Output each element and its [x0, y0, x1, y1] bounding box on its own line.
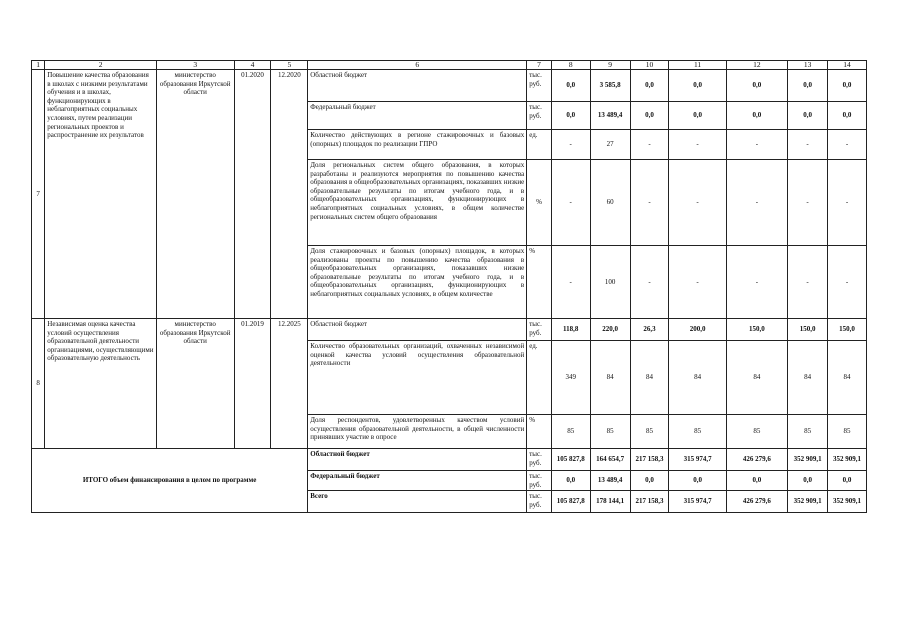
column-number: 13 — [788, 61, 828, 70]
value-cell: 84 — [828, 341, 867, 415]
value-cell: - — [669, 246, 726, 319]
column-number: 7 — [527, 61, 552, 70]
end-date: 12.2020 — [271, 70, 308, 319]
value-cell: - — [669, 130, 726, 160]
line-label: Областной бюджет — [308, 70, 527, 102]
value-cell: 0,0 — [726, 102, 787, 130]
unit: ед. — [527, 341, 552, 415]
value-cell: 0,0 — [726, 471, 787, 491]
value-cell: 85 — [828, 415, 867, 449]
unit: тыс. руб. — [527, 471, 552, 491]
value-cell: - — [551, 246, 590, 319]
value-cell: 105 827,8 — [551, 449, 590, 471]
table-row — [32, 319, 867, 341]
unit: ед. — [527, 130, 552, 160]
column-number: 10 — [630, 61, 669, 70]
row-number: 7 — [32, 70, 45, 319]
line-label: Областной бюджет — [308, 449, 527, 471]
value-cell: 85 — [551, 415, 590, 449]
value-cell: 352 909,1 — [788, 491, 828, 513]
indicator-label: Количество образовательных организаций, охваченных независимой оценкой качества условий осуществления образовательной деятельности — [308, 341, 527, 415]
value-cell: 84 — [630, 341, 669, 415]
indicator-label: Доля стажировочных и базовых (опорных) площадок, в которых реализованы проекты по повышению качества образования в общеобразовательных организациях, показавших низкие образовательные результаты по итогам учебного года, и в общеобразовательных организациях, функционирующих в неблагоприятных социальных условиях, в общем количестве — [308, 246, 527, 319]
value-cell: - — [726, 130, 787, 160]
value-cell: - — [788, 130, 828, 160]
unit: тыс. руб. — [527, 102, 552, 130]
value-cell: 85 — [669, 415, 726, 449]
value-cell: 0,0 — [669, 471, 726, 491]
value-cell: - — [669, 160, 726, 246]
measure-name: Независимая оценка качества условий осуществления образовательной деятельности организациями, осуществляющими образовательную деятельность — [45, 319, 157, 449]
value-cell: 0,0 — [726, 70, 787, 102]
end-date: 12.2025 — [271, 319, 308, 449]
value-cell: 0,0 — [551, 471, 590, 491]
program-table — [31, 60, 867, 513]
indicator-label: Доля респондентов, удовлетворенных качеством условий осуществления образовательной деятельности, в общей численности принявших участие в опросе — [308, 415, 527, 449]
value-cell: 85 — [788, 415, 828, 449]
value-cell: 0,0 — [788, 102, 828, 130]
column-number: 8 — [551, 61, 590, 70]
value-cell: 220,0 — [590, 319, 630, 341]
unit: тыс. руб. — [527, 70, 552, 102]
value-cell: 0,0 — [788, 70, 828, 102]
column-number: 11 — [669, 61, 726, 70]
value-cell: 0,0 — [669, 102, 726, 130]
value-cell: 84 — [788, 341, 828, 415]
unit: % — [527, 160, 552, 246]
column-number: 12 — [726, 61, 787, 70]
value-cell: 27 — [590, 130, 630, 160]
column-number: 3 — [156, 61, 234, 70]
value-cell: 352 909,1 — [828, 449, 867, 471]
value-cell: 0,0 — [788, 471, 828, 491]
value-cell: 426 279,6 — [726, 449, 787, 471]
value-cell: - — [726, 246, 787, 319]
line-label: Всего — [308, 491, 527, 513]
column-number: 14 — [828, 61, 867, 70]
value-cell: - — [828, 160, 867, 246]
value-cell: 315 974,7 — [669, 449, 726, 471]
value-cell: 349 — [551, 341, 590, 415]
value-cell: - — [726, 160, 787, 246]
executor: министерство образования Иркутской области — [156, 319, 234, 449]
value-cell: 0,0 — [630, 471, 669, 491]
value-cell: 178 144,1 — [590, 491, 630, 513]
unit: тыс. руб. — [527, 449, 552, 471]
unit: тыс. руб. — [527, 319, 552, 341]
value-cell: 0,0 — [630, 70, 669, 102]
value-cell: 0,0 — [828, 70, 867, 102]
column-number: 6 — [308, 61, 527, 70]
value-cell: 0,0 — [630, 102, 669, 130]
indicator-label: Доля региональных систем общего образования, в которых разработаны и реализуются мероприятия по повышению качества образования в общеобразовательных организациях, показавших низкие образовательные результаты по итогам учебного года, и в общеобразовательных организациях, функционирующих в неблагоприятных социальных условиях, в общем количестве региональных систем общего образования — [308, 160, 527, 246]
value-cell: 0,0 — [669, 70, 726, 102]
value-cell: 426 279,6 — [726, 491, 787, 513]
column-number-row — [32, 61, 867, 70]
table-row — [32, 70, 867, 102]
value-cell: 0,0 — [828, 102, 867, 130]
value-cell: - — [630, 130, 669, 160]
line-label: Федеральный бюджет — [308, 471, 527, 491]
start-date: 01.2019 — [234, 319, 271, 449]
value-cell: 84 — [669, 341, 726, 415]
line-label: Федеральный бюджет — [308, 102, 527, 130]
column-number: 5 — [271, 61, 308, 70]
value-cell: 0,0 — [551, 70, 590, 102]
unit: % — [527, 246, 552, 319]
line-label: Областной бюджет — [308, 319, 527, 341]
value-cell: 352 909,1 — [788, 449, 828, 471]
value-cell: 60 — [590, 160, 630, 246]
value-cell: 352 909,1 — [828, 491, 867, 513]
value-cell: 150,0 — [788, 319, 828, 341]
value-cell: 150,0 — [828, 319, 867, 341]
column-number: 9 — [590, 61, 630, 70]
value-cell: - — [551, 160, 590, 246]
value-cell: - — [551, 130, 590, 160]
total-label: ИТОГО объем финансирования в целом по программе — [32, 449, 308, 513]
value-cell: 84 — [590, 341, 630, 415]
value-cell: 84 — [726, 341, 787, 415]
unit: % — [527, 415, 552, 449]
measure-name: Повышение качества образования в школах с низкими результатами обучения и в школах, функционирующих в неблагоприятных социальных условиях, путем реализации региональных проектов и распространение их результатов — [45, 70, 157, 319]
column-number: 1 — [32, 61, 45, 70]
value-cell: - — [828, 246, 867, 319]
value-cell: 200,0 — [669, 319, 726, 341]
value-cell: - — [630, 160, 669, 246]
value-cell: 26,3 — [630, 319, 669, 341]
value-cell: - — [788, 246, 828, 319]
value-cell: - — [828, 130, 867, 160]
value-cell: 0,0 — [828, 471, 867, 491]
value-cell: - — [788, 160, 828, 246]
value-cell: 85 — [726, 415, 787, 449]
value-cell: 85 — [630, 415, 669, 449]
total-row — [32, 449, 867, 471]
value-cell: 3 585,8 — [590, 70, 630, 102]
value-cell: 13 489,4 — [590, 471, 630, 491]
executor: министерство образования Иркутской области — [156, 70, 234, 319]
value-cell: 150,0 — [726, 319, 787, 341]
value-cell: 105 827,8 — [551, 491, 590, 513]
value-cell: 118,8 — [551, 319, 590, 341]
unit: тыс. руб. — [527, 491, 552, 513]
value-cell: 217 158,3 — [630, 449, 669, 471]
column-number: 2 — [45, 61, 157, 70]
row-number: 8 — [32, 319, 45, 449]
value-cell: 217 158,3 — [630, 491, 669, 513]
value-cell: 0,0 — [551, 102, 590, 130]
value-cell: 164 654,7 — [590, 449, 630, 471]
value-cell: - — [630, 246, 669, 319]
column-number: 4 — [234, 61, 271, 70]
indicator-label: Количество действующих в регионе стажировочных и базовых (опорных) площадок по реализации ГПРО — [308, 130, 527, 160]
value-cell: 100 — [590, 246, 630, 319]
value-cell: 13 489,4 — [590, 102, 630, 130]
value-cell: 315 974,7 — [669, 491, 726, 513]
start-date: 01.2020 — [234, 70, 271, 319]
value-cell: 85 — [590, 415, 630, 449]
